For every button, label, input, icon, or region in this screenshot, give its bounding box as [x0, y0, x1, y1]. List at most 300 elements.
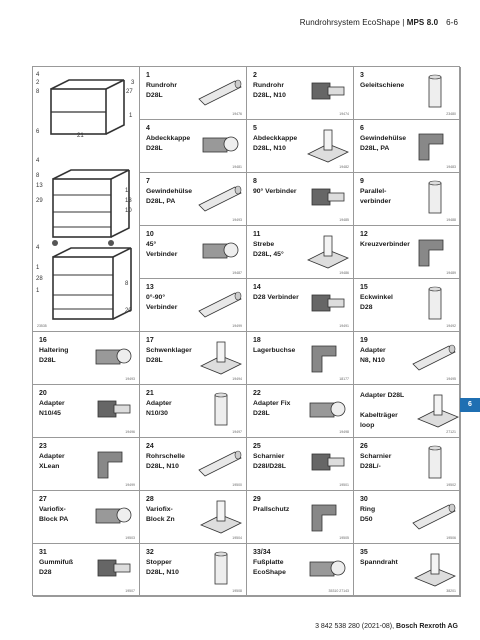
part-image: [195, 232, 245, 272]
part-name-line: Eckwinkel: [360, 294, 393, 301]
part-cell: [140, 491, 247, 544]
part-cell: [354, 385, 461, 438]
part-code: 19481: [232, 165, 242, 169]
part-cell: [140, 226, 247, 279]
part-shape: [199, 187, 241, 211]
part-image: [409, 126, 459, 166]
part-image: [195, 444, 245, 484]
callout-label: 3: [131, 80, 135, 86]
part-shape: [434, 395, 442, 415]
part-image: [195, 285, 245, 325]
part-shape: [199, 293, 241, 317]
part-name: [360, 391, 420, 401]
callout-label: 20: [125, 308, 132, 314]
part-shape: [203, 138, 227, 152]
part-number: 25: [253, 443, 261, 450]
part-cell: [354, 279, 461, 332]
part-image: [88, 338, 138, 378]
part-shape: [328, 299, 344, 307]
part-number: 20: [39, 390, 47, 397]
part-number: 30: [360, 496, 368, 503]
part-code: 19485: [339, 218, 349, 222]
part-image: [88, 444, 138, 484]
part-code: 38201: [446, 589, 456, 593]
page-header: [300, 18, 458, 27]
part-image: [302, 444, 352, 484]
callout-label: 6: [36, 129, 40, 135]
part-cell: [140, 332, 247, 385]
part-image: [302, 285, 352, 325]
part-number: 22: [253, 390, 261, 397]
callout-label: 1: [129, 113, 133, 119]
part-name-line: Prallschutz: [253, 506, 290, 513]
part-name-line: Ring: [360, 506, 376, 513]
frame-front: [53, 179, 111, 237]
part-number: 17: [146, 337, 154, 344]
callout-label: 28: [36, 276, 43, 282]
part-shape: [312, 346, 336, 372]
part-image: [302, 497, 352, 537]
part-cell: [247, 385, 354, 438]
part-number: 4: [146, 125, 150, 132]
callout-label: 29: [36, 198, 43, 204]
part-shape: [224, 243, 238, 257]
part-shape: [429, 77, 441, 107]
part-name-line: N10/45: [39, 409, 61, 417]
part-shape: [449, 345, 455, 353]
part-cell: [354, 120, 461, 173]
part-shape: [117, 349, 131, 363]
part-name-line: D28L: [146, 356, 163, 364]
part-code: 19504: [232, 536, 242, 540]
part-code: 19499: [125, 483, 135, 487]
part-image: [409, 550, 459, 590]
part-shape: [431, 554, 439, 574]
callout-label: 1: [36, 265, 40, 271]
part-code: 19505: [339, 536, 349, 540]
footer-doc: 3 842 538 280 (2021-08),: [315, 623, 397, 630]
part-name-line: D28L, N10: [146, 462, 179, 470]
callout-label: 13: [36, 183, 43, 189]
part-shape: [419, 240, 443, 266]
part-shape: [235, 80, 241, 88]
part-cell: [247, 491, 354, 544]
callout-label: 21: [77, 133, 84, 139]
caster-wheel: [52, 240, 58, 246]
part-shape: [235, 186, 241, 194]
caster-wheel: [108, 240, 114, 246]
part-name-line: Fußplatte: [253, 559, 284, 566]
part-name-line: Variofix-: [39, 506, 66, 513]
part-name-line: Adapter Fix: [253, 400, 291, 407]
part-number: 2: [253, 72, 257, 79]
part-image: [302, 550, 352, 590]
part-shape: [114, 564, 130, 572]
part-name-line: Adapter: [39, 453, 65, 460]
frame-front: [53, 257, 113, 319]
part-number: 28: [146, 496, 154, 503]
part-name-line: Stopper: [146, 559, 172, 566]
part-name-line: Strebe: [253, 241, 275, 248]
page-footer: [315, 623, 458, 630]
part-number: 35: [360, 549, 368, 556]
part-name-line: D28L: [253, 409, 270, 417]
part-cell: [247, 544, 354, 597]
part-shape: [96, 509, 120, 523]
part-name-line: 90° Verbinder: [253, 188, 297, 195]
part-code: 19503: [125, 536, 135, 540]
part-name-line: loop: [360, 421, 375, 429]
callout-label: 1: [125, 188, 129, 194]
callout-label: 4: [36, 158, 40, 164]
part-shape: [429, 289, 441, 319]
part-name-line: Haltering: [39, 347, 69, 354]
part-shape: [224, 137, 238, 151]
part-name-line: Gewindehülse: [146, 188, 193, 195]
part-code: 19499: [232, 324, 242, 328]
part-shape: [429, 446, 441, 450]
part-code: 19487: [232, 271, 242, 275]
part-name-line: Verbinder: [146, 303, 178, 311]
part-shape: [429, 75, 441, 79]
part-name-line: Scharnier: [253, 453, 285, 460]
part-name-line: 45°: [146, 241, 157, 248]
part-name-line: D28L: [39, 356, 56, 364]
part-number: 32: [146, 549, 154, 556]
overview-code: 23535: [37, 324, 47, 328]
callout-label: 4: [36, 245, 40, 251]
part-shape: [328, 193, 344, 201]
part-code: 19488: [446, 218, 456, 222]
part-shape: [312, 189, 330, 205]
part-code: 19508: [232, 589, 242, 593]
part-image: [88, 497, 138, 537]
part-number: 31: [39, 549, 47, 556]
part-name-line: D28L/-: [360, 462, 381, 470]
part-name-line: Spanndraht: [360, 559, 398, 566]
part-cell: [33, 438, 140, 491]
part-cell: [354, 226, 461, 279]
part-shape: [312, 83, 330, 99]
part-shape: [114, 405, 130, 413]
part-name-line: Geleitschiene: [360, 82, 405, 89]
part-name-line: Kabelträger: [360, 412, 398, 419]
part-name-line: Abdeckkappe: [253, 135, 298, 142]
part-name-line: D28L, PA: [360, 144, 390, 152]
part-shape: [310, 403, 334, 417]
part-number: 33/34: [253, 549, 271, 556]
part-cell: [354, 544, 461, 597]
part-code: 19493: [232, 218, 242, 222]
part-image: [409, 338, 459, 378]
part-shape: [312, 505, 336, 531]
part-name-line: Abdeckkappe: [146, 135, 191, 142]
part-name-line: D28l/D28L: [253, 462, 286, 470]
section-tab[interactable]: 6: [460, 398, 480, 412]
part-cell: [247, 332, 354, 385]
part-cell: [247, 173, 354, 226]
footer-brand: Bosch Rexroth AG: [396, 623, 458, 630]
part-shape: [96, 350, 120, 364]
part-code: 19500: [232, 483, 242, 487]
part-name-line: N8, N10: [360, 356, 385, 364]
part-number: 23: [39, 443, 47, 450]
part-number: 29: [253, 496, 261, 503]
part-name-line: Scharnier: [360, 453, 392, 460]
callout-label: 8: [36, 173, 40, 179]
part-cell: [33, 332, 140, 385]
part-name-line: Block Zn: [146, 515, 175, 523]
part-shape: [217, 501, 225, 521]
part-code: 19495: [446, 377, 456, 381]
part-name-line: D50: [360, 515, 373, 523]
part-name-line: D28L, N10: [253, 144, 286, 152]
header-title: Rundrohrsystem EcoShape |: [299, 18, 407, 27]
part-name-line: Block PA: [39, 515, 69, 523]
part-cell: [140, 173, 247, 226]
part-code: 19501: [339, 483, 349, 487]
part-number: 1: [146, 72, 150, 79]
part-cell: [140, 385, 247, 438]
part-image: [409, 73, 459, 113]
part-code: 19498: [339, 430, 349, 434]
part-cell: [140, 438, 247, 491]
part-shape: [429, 181, 441, 185]
part-code: 19489: [446, 271, 456, 275]
part-cell: [33, 491, 140, 544]
part-name-line: Variofix-: [146, 506, 173, 513]
part-name-line: Rundrohr: [146, 82, 177, 89]
part-cell: [354, 67, 461, 120]
part-code: 19494: [232, 377, 242, 381]
part-cell: [33, 544, 140, 597]
part-cell: [140, 67, 247, 120]
part-name-line: N10/30: [146, 409, 168, 417]
part-shape: [117, 508, 131, 522]
part-shape: [217, 342, 225, 362]
part-cell: [354, 332, 461, 385]
part-number: 12: [360, 231, 368, 238]
part-shape: [413, 346, 455, 370]
callout-label: 8: [36, 89, 40, 95]
part-number: 18: [253, 337, 261, 344]
part-shape: [215, 552, 227, 556]
part-image: [409, 179, 459, 219]
part-image: [412, 391, 461, 431]
part-code: 23480: [446, 112, 456, 116]
part-number: 19: [360, 337, 368, 344]
part-name-line: Parallel-: [360, 188, 387, 195]
part-image: [302, 232, 352, 272]
part-image: [195, 126, 245, 166]
part-number: 14: [253, 284, 261, 291]
callout-label: 1: [36, 288, 40, 294]
part-shape: [331, 561, 345, 575]
part-number: 10: [146, 231, 154, 238]
part-name-line: Gummifuß: [39, 559, 73, 566]
part-image: [88, 550, 138, 590]
part-number: 5: [253, 125, 257, 132]
part-name-line: Verbinder: [146, 250, 178, 258]
part-number: 26: [360, 443, 368, 450]
part-number: 11: [253, 231, 261, 238]
part-cell: [247, 67, 354, 120]
part-image: [195, 391, 245, 431]
part-cell: [140, 544, 247, 597]
part-cell: [354, 173, 461, 226]
part-code: 19482: [339, 165, 349, 169]
part-number: 7: [146, 178, 150, 185]
part-shape: [429, 287, 441, 291]
part-cell: [33, 385, 140, 438]
part-name-line: verbinder: [360, 197, 391, 205]
part-number: 15: [360, 284, 368, 291]
part-number: 16: [39, 337, 47, 344]
part-shape: [429, 448, 441, 478]
part-shape: [310, 562, 334, 576]
part-name-line: Adapter D28L: [360, 392, 405, 399]
part-code: 19476: [232, 112, 242, 116]
callout-label: 2: [36, 80, 40, 86]
part-number: 3: [360, 72, 364, 79]
part-image: [195, 550, 245, 590]
part-image: [409, 232, 459, 272]
part-cell: [247, 226, 354, 279]
part-number: 27: [39, 496, 47, 503]
part-code: 19507: [125, 589, 135, 593]
overview-drawing: [33, 67, 140, 332]
part-image: [302, 391, 352, 431]
part-image: [195, 497, 245, 537]
part-image: [302, 73, 352, 113]
part-code: 19493: [125, 377, 135, 381]
part-image: [195, 73, 245, 113]
part-shape: [312, 454, 330, 470]
part-number: 24: [146, 443, 154, 450]
overview-cell: [33, 67, 140, 332]
part-name-line: D28L, N10: [146, 568, 179, 576]
part-name-line: D28L, N10: [253, 91, 286, 99]
part-name-line: D28: [39, 568, 52, 576]
part-name-line: D28 Verbinder: [253, 294, 299, 301]
part-code: 19483: [446, 165, 456, 169]
part-name-line: Gewindehülse: [360, 135, 407, 142]
callout-label: 27: [126, 89, 133, 95]
part-code: 19474: [339, 112, 349, 116]
part-code: 19506: [446, 536, 456, 540]
part-image: [195, 179, 245, 219]
part-image: [409, 497, 459, 537]
part-number: 9: [360, 178, 364, 185]
callout-label: 10: [125, 208, 132, 214]
part-shape: [235, 451, 241, 459]
part-shape: [331, 402, 345, 416]
part-image: [409, 285, 459, 325]
header-bold: MPS 8.0: [406, 18, 439, 27]
part-code: 35310 27143: [328, 589, 349, 593]
page-number: 6-6: [446, 18, 458, 27]
frame-depth: [51, 80, 124, 134]
part-number: 8: [253, 178, 257, 185]
part-shape: [429, 183, 441, 213]
frame-depth: [53, 248, 131, 319]
part-name-line: Kreuzverbinder: [360, 241, 410, 248]
part-shape: [449, 504, 455, 512]
part-image: [302, 126, 352, 166]
part-shape: [215, 393, 227, 397]
callout-label: 13: [125, 198, 132, 204]
part-code: 19492: [446, 324, 456, 328]
part-shape: [328, 458, 344, 466]
part-code: 19497: [232, 430, 242, 434]
part-image: [195, 338, 245, 378]
part-name-line: D28: [360, 303, 373, 311]
part-cell: [247, 279, 354, 332]
part-shape: [413, 505, 455, 529]
part-image: [88, 391, 138, 431]
part-code: 19491: [339, 324, 349, 328]
part-name-line: 0°-90°: [146, 294, 166, 301]
part-name-line: Rohrschelle: [146, 453, 185, 460]
part-name-line: D28L: [146, 144, 163, 152]
part-name-line: XLean: [39, 462, 60, 470]
part-shape: [328, 87, 344, 95]
part-shape: [215, 554, 227, 584]
part-name-line: Adapter: [146, 400, 172, 407]
part-cell: [247, 438, 354, 491]
part-code: 18177: [339, 377, 349, 381]
part-number: 13: [146, 284, 154, 291]
part-name-line: EcoShape: [253, 568, 286, 576]
part-name-line: Rundrohr: [253, 82, 284, 89]
part-shape: [324, 236, 332, 256]
part-shape: [199, 452, 241, 476]
part-name-line: D28L, PA: [146, 197, 176, 205]
part-shape: [199, 81, 241, 105]
part-number: 6: [360, 125, 364, 132]
part-shape: [98, 452, 122, 478]
part-cell: [354, 438, 461, 491]
part-cell: [247, 120, 354, 173]
part-name-line: Lagerbuchse: [253, 347, 296, 354]
part-code: 19496: [125, 430, 135, 434]
part-shape: [98, 560, 116, 576]
part-code: 19502: [446, 483, 456, 487]
part-shape: [203, 244, 227, 258]
part-name-line: Adapter: [360, 347, 386, 354]
part-shape: [215, 395, 227, 425]
part-image: [409, 444, 459, 484]
part-shape: [98, 401, 116, 417]
part-cell: [140, 120, 247, 173]
part-shape: [312, 295, 330, 311]
part-cell: [140, 279, 247, 332]
part-cell: [354, 491, 461, 544]
part-shape: [419, 134, 443, 160]
part-image: [302, 338, 352, 378]
part-name-line: Schwenklager: [146, 347, 192, 354]
part-code: 27121: [446, 430, 456, 434]
part-name-line: D28L, 45°: [253, 250, 284, 258]
part-shape: [235, 292, 241, 300]
callout-label: 8: [125, 281, 129, 287]
part-name-line: D28L: [146, 91, 163, 99]
part-shape: [324, 130, 332, 150]
part-number: 21: [146, 390, 154, 397]
part-image: [302, 179, 352, 219]
callout-label: 4: [36, 72, 40, 78]
parts-grid: [32, 66, 460, 596]
